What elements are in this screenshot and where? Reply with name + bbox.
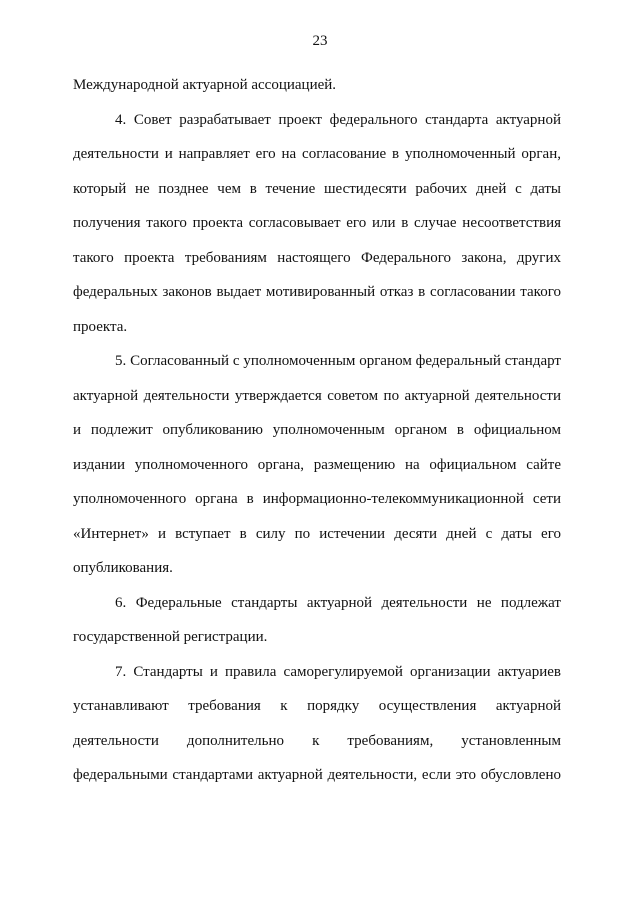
text-line: получения такого проекта согласовывает его или в случае несоответствия xyxy=(73,215,561,231)
text-line: издании уполномоченного органа, размещению на официальном сайте xyxy=(73,456,561,473)
text-line: деятельности дополнительно к требованиям, установленным xyxy=(73,732,561,749)
text-line: 4. Совет разрабатывает проект федерального стандарта актуарной xyxy=(115,111,561,128)
text-line: «Интернет» и вступает в силу по истечении десяти дней с даты его xyxy=(73,525,561,542)
text-line: устанавливают требования к порядку осуществления актуарной xyxy=(73,698,561,714)
page-number: 23 xyxy=(312,33,328,49)
text-line: федеральными стандартами актуарной деятельности, если это обусловлено xyxy=(73,767,561,783)
text-line: федеральных законов выдает мотивированный отказ в согласовании такого xyxy=(73,284,561,300)
text-line: проекта. xyxy=(73,318,128,335)
text-line: 6. Федеральные стандарты актуарной деятельности не подлежат xyxy=(115,594,561,611)
text-line: опубликования. xyxy=(73,560,173,576)
text-line: такого проекта требованиям настоящего Федерального закона, других xyxy=(73,249,561,266)
text-line: уполномоченного органа в информационно-телекоммуникационной сети xyxy=(73,491,561,507)
document-body xyxy=(73,77,561,802)
text-line: 5. Согласованный с уполномоченным органом федеральный стандарт xyxy=(115,353,561,369)
text-line: 7. Стандарты и правила саморегулируемой организации актуариев xyxy=(115,663,561,680)
text-line: государственной регистрации. xyxy=(73,629,268,645)
text-line: который не позднее чем в течение шестидесяти рабочих дней с даты xyxy=(73,180,561,197)
text-line: и подлежит опубликованию уполномоченным органом в официальном xyxy=(73,422,561,438)
text-line: Международной актуарной ассоциацией. xyxy=(73,77,337,93)
text-line: деятельности и направляет его на согласование в уполномоченный орган, xyxy=(73,146,561,162)
text-line: актуарной деятельности утверждается советом по актуарной деятельности xyxy=(73,387,561,404)
